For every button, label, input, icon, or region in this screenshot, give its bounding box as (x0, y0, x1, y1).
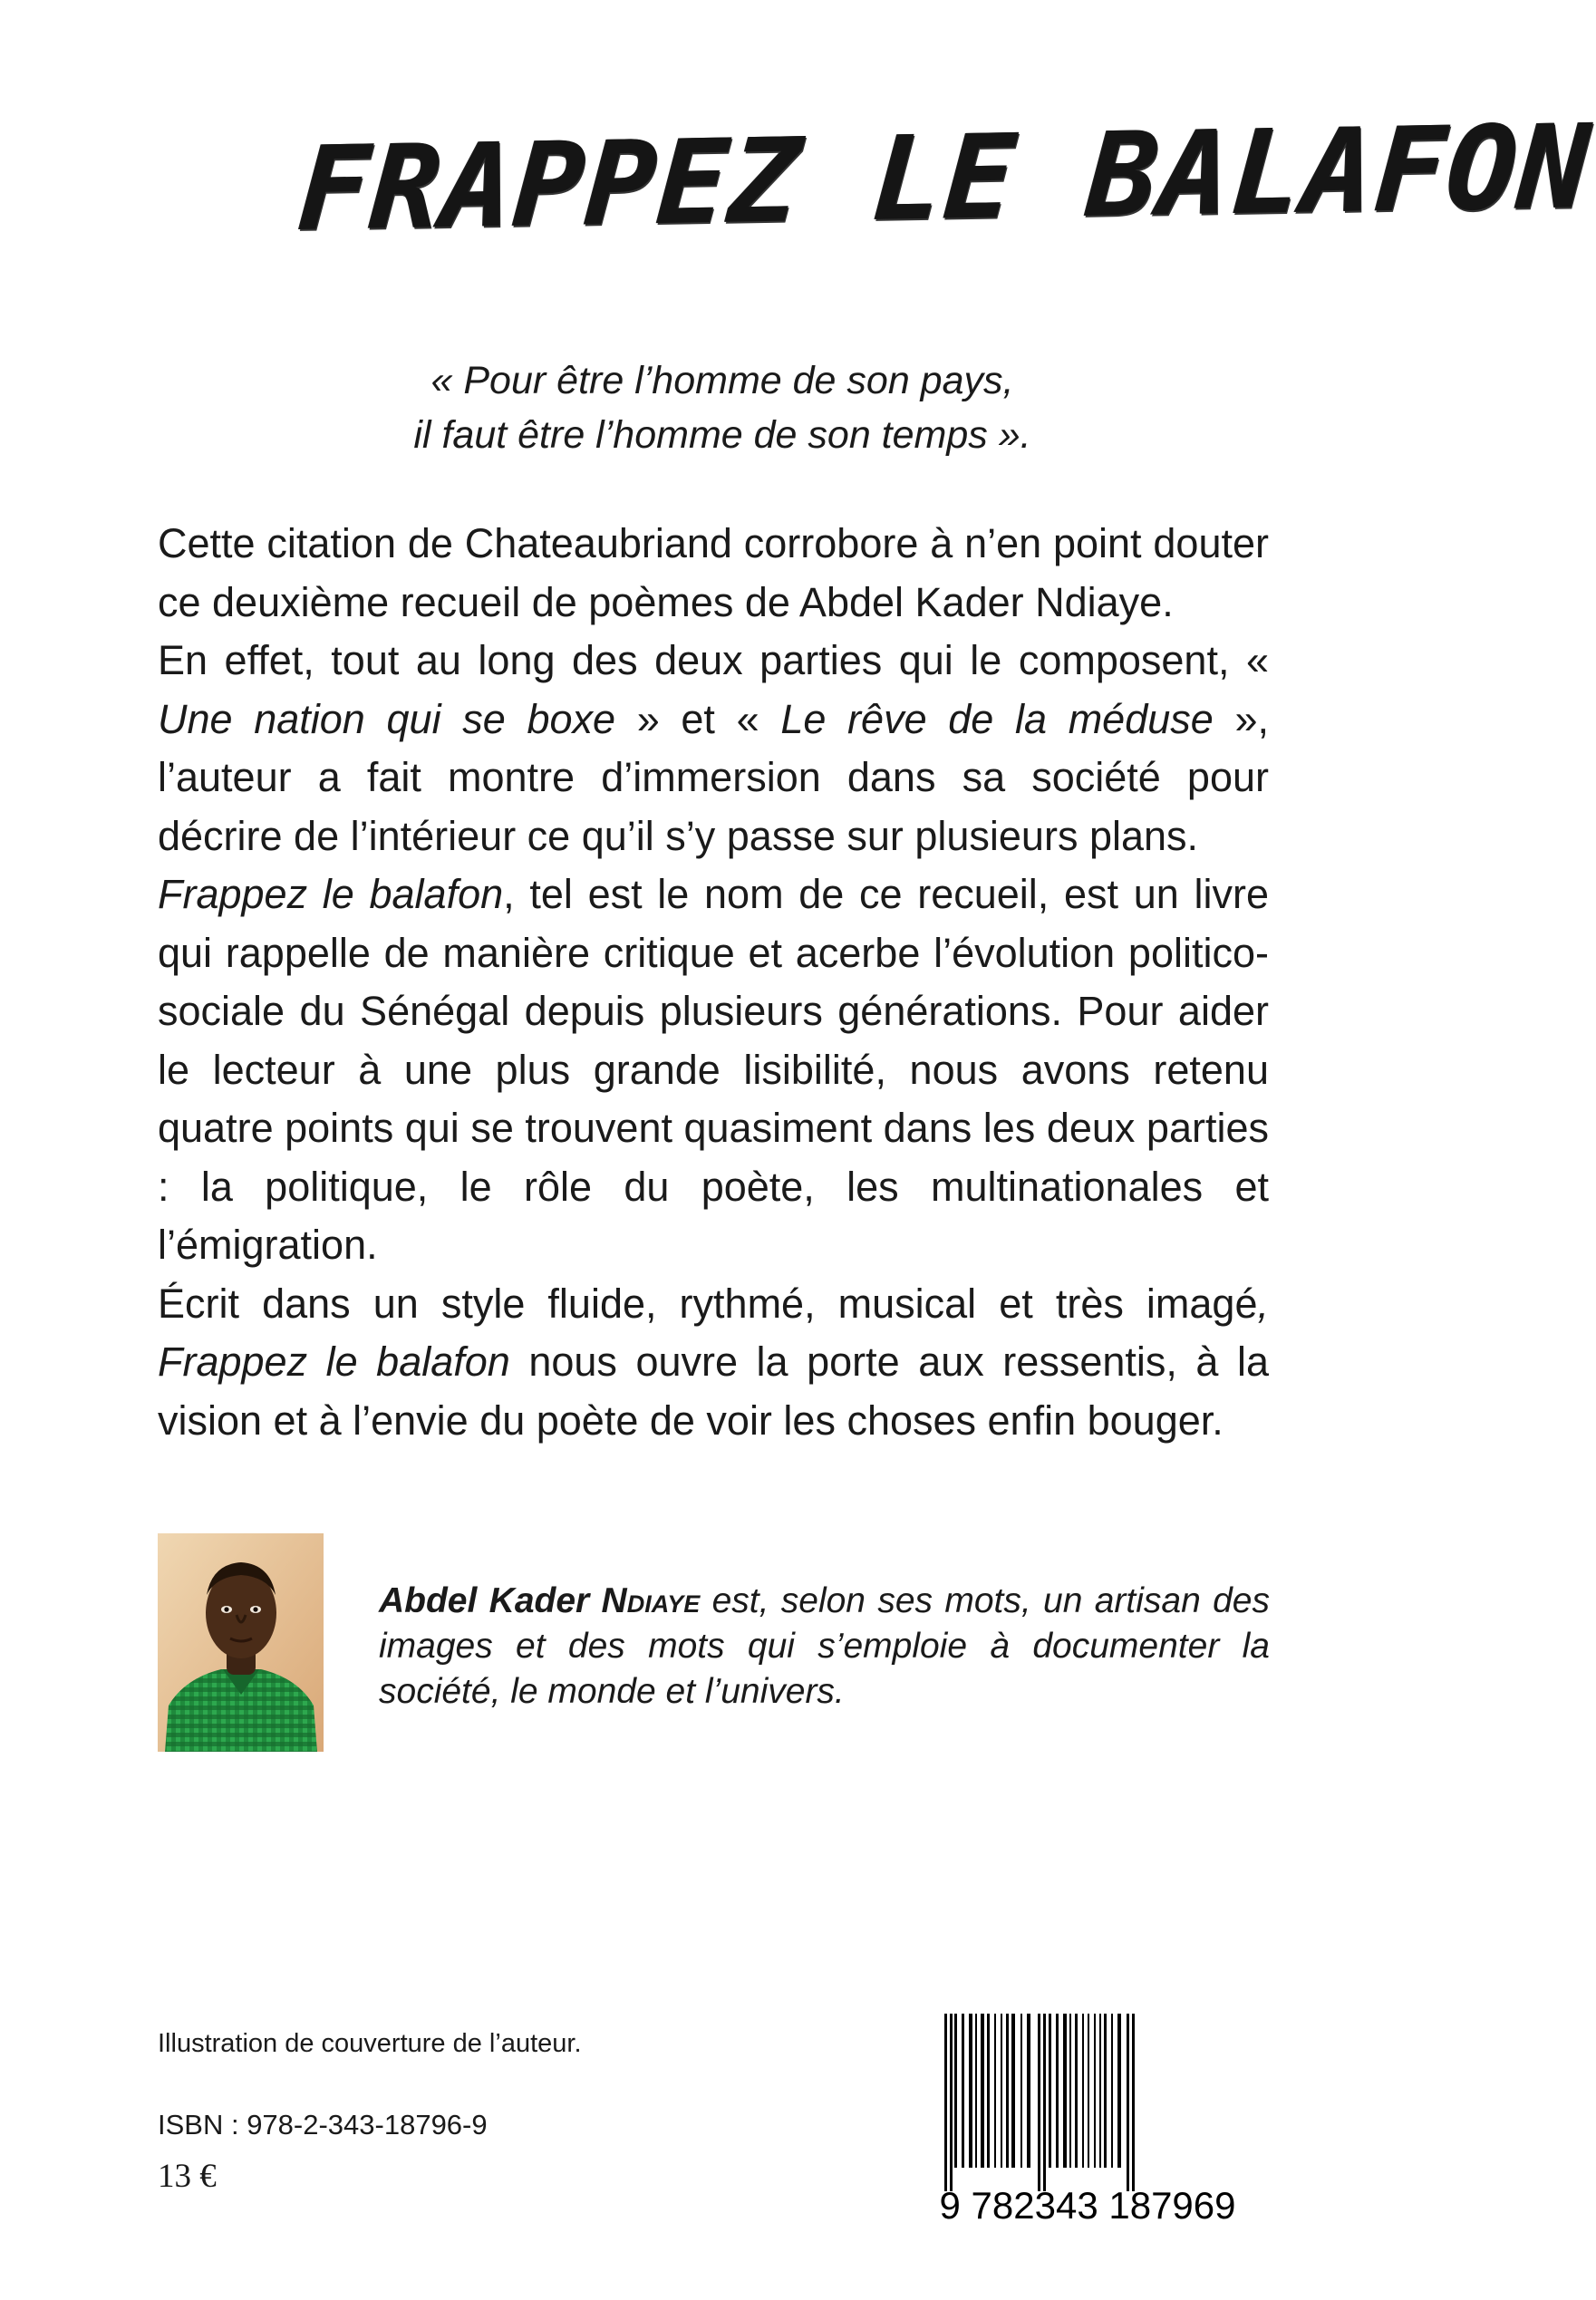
summary-text: » et « (615, 695, 781, 742)
barcode-bar (1127, 2014, 1129, 2191)
barcode-bar (1038, 2014, 1040, 2191)
barcode-bar (1027, 2014, 1030, 2168)
barcode-bar (950, 2014, 953, 2191)
author-name-last: Ndiaye (601, 1581, 701, 1620)
summary-text: Écrit dans un style fluide, rythmé, musical et très imagé (158, 1280, 1258, 1327)
barcode-bar (954, 2014, 957, 2168)
summary-paragraph-1: Cette citation de Chateaubriand corrobore à n’en point douter ce deuxième recueil de poèmes de Abdel Kader Ndiaye. (158, 520, 1269, 625)
isbn-barcode (906, 2008, 1269, 2226)
summary-text: En effet, tout au long des deux parties qui le composent, « (158, 637, 1269, 683)
barcode-bar (944, 2014, 947, 2191)
summary-paragraph-3 (158, 865, 1269, 1275)
barcode-bar (1043, 2014, 1046, 2191)
barcode-bar (1111, 2014, 1113, 2168)
barcode-bar (1099, 2014, 1101, 2168)
author-bio (379, 1579, 1270, 1715)
barcode-bar (1104, 2014, 1107, 2168)
barcode-bar (1075, 2014, 1078, 2168)
part-one-title: Une nation qui se boxe (158, 695, 616, 742)
summary-paragraph-4 (158, 1275, 1269, 1451)
barcode-bar (969, 2014, 972, 2168)
book-price: 13 € (158, 2158, 217, 2195)
barcode-bar (994, 2014, 996, 2168)
book-title: FRAPPEZ LE BALAFON (294, 100, 1596, 257)
epigraph-line-2: il faut être l’homme de son temps ». (413, 413, 1031, 457)
barcode-bar (962, 2014, 964, 2168)
summary-text: nous ouvre la porte aux ressentis, à la vision et à l’envie du poète de voir les choses enfin bouger. (158, 1338, 1269, 1444)
barcode-bar (1001, 2014, 1002, 2168)
barcode-bar (987, 2014, 990, 2168)
author-name-first: Abdel Kader (379, 1581, 602, 1620)
book-title-inline: , Frappez le balafon (158, 1280, 1269, 1385)
barcode-bar (975, 2014, 977, 2168)
barcode-bar (1069, 2014, 1071, 2168)
barcode-bar (1132, 2014, 1135, 2191)
barcode-digits: 9 782343 187969 (939, 2184, 1236, 2227)
summary-text: », l’auteur a fait montre d’immersion dans sa société pour décrire de l’intérieur ce qu’il s’y passe sur plusieurs plans. (158, 695, 1270, 859)
barcode-bars (944, 2014, 1135, 2191)
barcode-bar (1063, 2014, 1067, 2168)
barcode-bar (1056, 2014, 1059, 2168)
author-bio-text: est, selon ses mots, un artisan des images et des mots qui s’emploie à documenter la société, le monde et l’univers. (379, 1581, 1270, 1711)
summary-text: , tel est le nom de ce recueil, est un livre qui rappelle de manière critique et acerbe l’évolution politico-sociale du Sénégal depuis plusieurs générations. Pour aider le lecteur à une plus grande lisibilité, nous avons retenu quatre points qui se trouvent quasiment dans les deux parties : la politique, le rôle du poète, les multinationales et l’émigration. (158, 871, 1269, 1268)
cover-illustration-credit: Illustration de couverture de l’auteur. (158, 2029, 582, 2058)
barcode-bar (1088, 2014, 1089, 2168)
summary-paragraph-2 (158, 632, 1269, 865)
epigraph-line-1: « Pour être l’homme de son pays, (430, 359, 1014, 402)
barcode-bar (1049, 2014, 1051, 2168)
isbn-number: ISBN : 978-2-343-18796-9 (158, 2109, 488, 2141)
book-summary (158, 515, 1269, 1450)
barcode-bar (1011, 2014, 1015, 2168)
barcode-bar (1117, 2014, 1121, 2168)
barcode-bar (1006, 2014, 1009, 2168)
barcode-bar (1094, 2014, 1096, 2168)
part-two-title: Le rêve de la méduse (780, 695, 1214, 742)
barcode-bar (1082, 2014, 1084, 2168)
author-photo (158, 1533, 324, 1752)
barcode-bar (1020, 2014, 1022, 2168)
barcode-bar (981, 2014, 984, 2168)
epigraph-quote (0, 353, 1445, 462)
book-title-inline: Frappez le balafon (158, 871, 504, 917)
